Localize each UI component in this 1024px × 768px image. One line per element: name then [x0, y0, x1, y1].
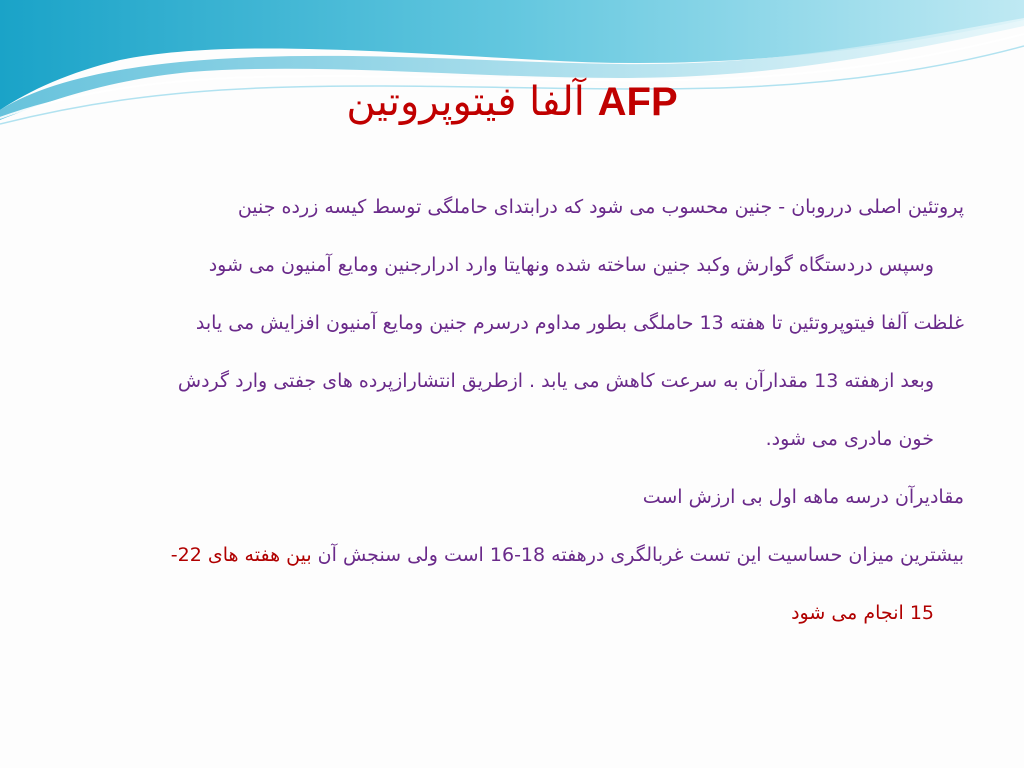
paragraph-line: وبعد ازهفته 13 مقدارآن به سرعت کاهش می یابد . ازطریق انتشارازپرده های جفتی وارد گردش — [177, 370, 934, 392]
paragraph-line: وسپس دردستگاه گوارش وکبد جنین ساخته شده ونهایتا وارد ادرارجنین ومایع آمنیون می شود — [208, 254, 934, 276]
paragraph-line: خون مادری می شود. — [765, 428, 934, 450]
paragraph-line: غلظت آلفا فیتوپروتئین تا هفته 13 حاملگی بطور مداوم درسرم جنین ومایع آمنیون افزایش می یابد — [195, 312, 964, 334]
paragraph-line: مقادیرآن درسه ماهه اول بی ارزش است — [642, 486, 964, 508]
paragraph-2 — [60, 294, 964, 468]
paragraph-1 — [60, 178, 964, 294]
slide-title — [0, 72, 1024, 132]
paragraph-line: پروتئین اصلی درروبان - جنین محسوب می شود که درابتدای حاملگی توسط کیسه زرده جنین — [237, 196, 964, 218]
title-text: آلفا فیتوپروتین — [346, 79, 585, 125]
highlighted-text: بین هفته های 22- — [170, 544, 312, 566]
slide-body — [60, 178, 964, 642]
title-acronym: AFP — [597, 80, 678, 124]
highlighted-text: 15 انجام می شود — [791, 602, 934, 624]
paragraph-line: بیشترین میزان حساسیت این تست غربالگری درهفته 18-16 است ولی سنجش آن — [311, 544, 964, 566]
paragraph-4 — [60, 526, 964, 642]
paragraph-3 — [60, 468, 964, 526]
